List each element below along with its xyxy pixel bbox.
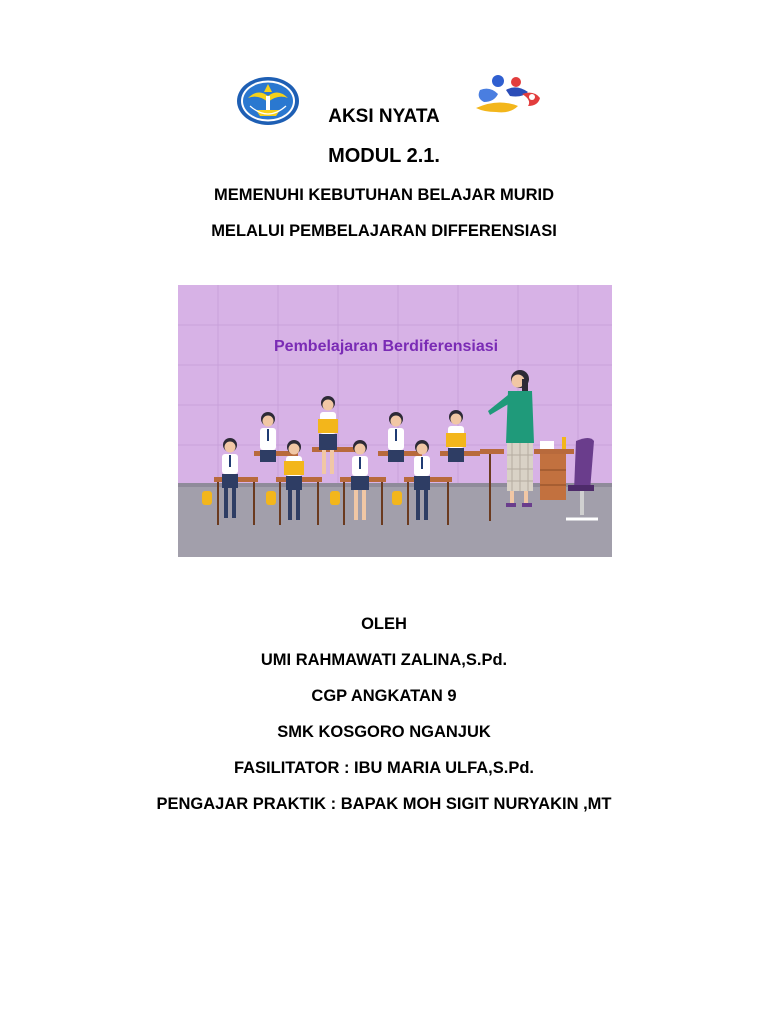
facilitator-line: FASILITATOR : IBU MARIA ULFA,S.Pd.: [233, 759, 535, 777]
subtitle-line-2: MELALUI PEMBELAJARAN DIFFERENSIASI: [211, 222, 557, 240]
subtitle-line-1: MEMENUHI KEBUTUHAN BELAJAR MURID: [213, 186, 555, 204]
document-title: AKSI NYATA: [328, 106, 440, 127]
school-name: SMK KOSGORO NGANJUK: [277, 723, 491, 741]
module-number: MODUL 2.1.: [328, 145, 440, 167]
classroom-illustration: [178, 285, 612, 557]
illustration-caption: Pembelajaran Berdiferensiasi: [274, 338, 499, 355]
author-name: UMI RAHMAWATI ZALINA,S.Pd.: [260, 651, 508, 669]
cohort-label: CGP ANGKATAN 9: [311, 687, 457, 705]
practice-teacher-line: PENGAJAR PRAKTIK : BAPAK MOH SIGIT NURYAKIN ,MT: [156, 795, 612, 813]
by-label: OLEH: [361, 615, 407, 633]
